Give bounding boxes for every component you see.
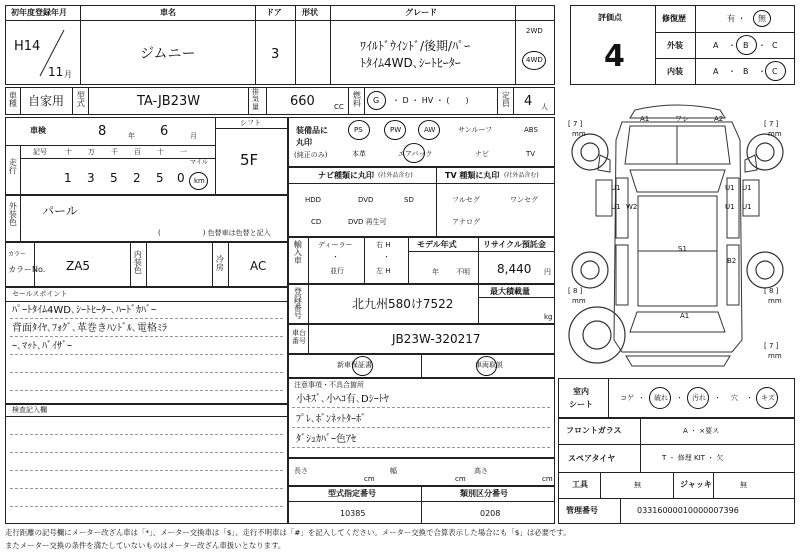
diag-a1-front: A1 (640, 115, 650, 123)
kg-unit: kg (544, 313, 553, 321)
spare-tire-diagram (562, 297, 632, 370)
navi-title-small: (社外品含む) (378, 172, 413, 179)
circle-repair-none (753, 10, 771, 27)
tools-value: 無 (634, 481, 641, 489)
seat-dot2: ・ (676, 394, 683, 402)
tire-rr-mm: mm (768, 297, 782, 305)
interior-label: 内装 (667, 67, 683, 76)
model-year-unit: 年 (432, 268, 439, 276)
dim-width-label: 幅 (390, 467, 397, 475)
ac-value: AC (250, 259, 267, 273)
capacity-value: 4 (524, 94, 533, 109)
diag-a1-rear: A1 (680, 312, 690, 320)
seat-yogore: 汚れ (692, 394, 706, 402)
import-parallel: 並行 (330, 267, 344, 275)
interior-color-label: 内装色 (133, 250, 143, 274)
mileage-digit-5: 0 (177, 171, 185, 185)
type-number-value: 10385 (340, 509, 366, 518)
tools-label: 工具 (572, 480, 588, 489)
jack-label: ジャッキ (680, 480, 712, 489)
circle-airbag (403, 143, 425, 163)
car-name-value: ジムニー (140, 46, 196, 62)
tv-title-small: (社外品含む) (504, 172, 539, 179)
tire-spare-label: [ 7 ] (764, 342, 779, 350)
circle-ext-b (736, 35, 757, 55)
diag-u1-fl: U1 (611, 184, 621, 192)
equip-navi: ナビ (475, 150, 489, 158)
colorno-label-1: カラー (8, 251, 27, 258)
import-dot2: ・ (383, 253, 390, 261)
selling-point-line-3: ｰ､ﾏｯﾄ､ﾊﾞｲｻﾞｰ (12, 341, 72, 352)
displacement-value: 660 (290, 94, 315, 109)
tire-fl-label: [ 7 ] (568, 120, 583, 128)
chassis-value: JB23W-320217 (392, 332, 481, 346)
shape-label: 形状 (302, 8, 318, 17)
tire-rl-label: [ 8 ] (568, 287, 583, 295)
usage-value: 自家用 (28, 94, 65, 108)
car-name-label: 車名 (160, 8, 176, 17)
repair-options: 有 ・ (727, 14, 746, 23)
interior-seat-label-2: シート (569, 400, 593, 409)
model-label: 型式 (76, 91, 86, 107)
km-unit: km (194, 177, 205, 185)
equip-tv: TV (526, 150, 536, 158)
dim-height-label: 高さ (474, 467, 488, 475)
equip-label-3: (純正のみ) (294, 151, 328, 159)
doc-new-warranty: 新車保証書 (337, 361, 372, 369)
selling-point-line-1: ﾊﾟｰﾄﾀｲﾑ4WD､ｼｰﾄﾋｰﾀｰ､ﾊｰﾄﾞｶﾊﾞｰ (12, 305, 156, 316)
tire-fl: 7 (572, 120, 578, 128)
front-glass-value: A ・ ×要ス (683, 427, 720, 435)
jack-value: 無 (740, 481, 747, 489)
colorno-label: カラーNo. (8, 265, 46, 274)
circle-yogore (687, 387, 709, 409)
mileage-digit-3: 2 (133, 171, 141, 185)
tv-oneseg: ワンセグ (510, 196, 538, 204)
int-grade-c: C (772, 67, 778, 76)
type-label: 車種 (8, 91, 18, 107)
grade-line1: ﾜｲﾙﾄﾞｳｲﾝﾄﾞ/後期/ﾊﾟｰ (360, 39, 471, 53)
diag-wa: ワレ (675, 115, 689, 123)
note-line-3: ﾀﾞｼｭｶﾊﾞｰ色ｱｾ (296, 434, 356, 445)
recycle-label: リサイクル預託金 (483, 240, 546, 249)
cap-label: 定員 (501, 91, 511, 107)
disp-label: 排気量 (252, 88, 259, 111)
navi-hdd: HDD (305, 196, 322, 204)
fuel-g: G (373, 96, 380, 105)
seat-dot1: ・ (638, 394, 645, 402)
mileage-digit-2: 5 (110, 171, 118, 185)
import-right: 右 H (376, 241, 391, 249)
int-grade-b: B (743, 67, 749, 76)
spare-tire-value: T ・ 修理 KIT ・ 欠 (662, 454, 724, 462)
fuel-label: 燃料 (352, 91, 362, 107)
chassis-label: 車台番号 (292, 329, 306, 345)
circle-new-warranty (352, 356, 373, 376)
doc-manual: 車両取説 (475, 361, 503, 369)
circle-fuel-g (367, 91, 386, 110)
ext-dot1: ・ (728, 41, 736, 50)
score-label: 評価点 (598, 13, 622, 22)
inspection-month-unit: 月 (190, 132, 197, 140)
month-unit: 月 (64, 70, 72, 79)
model-year-unknown: 不明 (456, 268, 470, 276)
equip-airbag: エアバック (398, 150, 433, 158)
digit-header-0: 記号 (33, 148, 47, 156)
circle-manual (476, 356, 497, 376)
repair-label: 修復歴 (662, 14, 686, 23)
fuel-rest: ・ D ・ HV ・ ( ) (392, 96, 469, 105)
score-value: 4 (604, 39, 625, 74)
ac-label: 冷房 (215, 255, 225, 271)
seat-koge: コゲ (620, 394, 634, 402)
note-line-2: ﾌﾟﾚ､ﾎﾞﾝﾈｯﾄﾀｰﾎﾞ (296, 414, 366, 425)
digit-header-6: 一 (180, 148, 187, 156)
color-value: パール (42, 204, 78, 218)
tv-analog: アナログ (452, 218, 480, 226)
color-note: ( ) 色替車は色替と記入 (158, 229, 271, 237)
recycle-value: 8,440 (497, 262, 532, 276)
equip-label-2: 丸印 (296, 138, 312, 147)
tire-fr-mm: mm (768, 130, 782, 138)
diag-b2: B2 (727, 257, 737, 265)
dim-length-label: 長さ (294, 467, 308, 475)
tire-fl-mm: mm (572, 130, 586, 138)
footer-line-2: またメーター交換の条件を満たしていないものはメーター改ざん車扱いとなります。 (5, 541, 286, 550)
note-line-1: 小ｷｽﾞ､小ﾍｺ有､Dｼｰﾄﾔ (296, 394, 389, 405)
seat-dot4: ・ (746, 394, 753, 402)
circle-aw (418, 120, 440, 140)
circle-4wd (522, 51, 546, 70)
seat-ana: 穴 (731, 394, 738, 402)
colorno-value: ZA5 (66, 259, 91, 273)
navi-dvd-play: DVD 再生可 (348, 218, 387, 226)
ext-grade-a: A (713, 41, 719, 50)
person-unit: 人 (541, 103, 548, 111)
tire-fr: 7 (768, 120, 774, 128)
management-label: 管理番号 (566, 506, 598, 515)
digit-header-5: 十 (157, 148, 164, 156)
seat-yabure: 破れ (654, 394, 668, 402)
diag-w2: W2 (626, 203, 638, 211)
class-number-label: 類別区分番号 (460, 489, 508, 498)
navi-sd: SD (404, 196, 414, 204)
circle-yabure (649, 387, 671, 409)
diag-a2: A2 (714, 115, 724, 123)
inspection-month: 6 (160, 124, 169, 139)
circle-int-c (765, 61, 786, 81)
model-year-label: モデル年式 (417, 240, 457, 249)
drive-4wd: 4WD (526, 56, 543, 64)
equip-aw: AW (424, 126, 436, 134)
model-value: TA-JB23W (137, 94, 201, 109)
repair-selected: 無 (758, 14, 766, 23)
import-left: 左 H (376, 267, 391, 275)
inspection-year-unit: 年 (128, 132, 135, 140)
circle-pw (384, 120, 406, 140)
max-load-label: 最大積載量 (490, 287, 530, 296)
inspection-label: 車検 (30, 126, 46, 135)
ext-dot2: ・ (758, 41, 766, 50)
diag-u1-fr1: U1 (725, 184, 735, 192)
notes-label: 注意事項・不具合箇所 (294, 381, 364, 389)
exterior-label: 外装 (667, 41, 683, 50)
digit-header-3: 千 (111, 148, 118, 156)
diag-s1: S1 (678, 245, 687, 253)
registration-value: 北九州580け7522 (352, 297, 454, 311)
seat-dot3: ・ (714, 394, 721, 402)
first-reg-era: H14 (14, 39, 41, 54)
inspection-year: 8 (98, 124, 107, 139)
equip-pw: PW (390, 126, 402, 134)
dimensions-box (288, 458, 555, 486)
class-number-value: 0208 (480, 509, 501, 518)
digit-header-4: 百 (134, 148, 141, 156)
interior-seat-label-1: 室内 (573, 387, 589, 396)
cc-unit: CC (334, 103, 344, 111)
navi-cd: CD (311, 218, 322, 226)
tv-fullseg: フルセグ (452, 196, 480, 204)
ext-grade-b: B (743, 41, 749, 50)
header-box (5, 5, 555, 85)
front-glass-label: フロントガラス (566, 426, 622, 435)
tire-spare-mm: mm (768, 352, 782, 360)
equip-sunroof: サンルーフ (458, 126, 493, 134)
footer-line-1: 走行距離の記号欄にメーター改ざん車は「*」、メーター交換車は「$」、走行不明車は「#」を記入してください。メーター交換で合算表示した場合にも「$」は必要です。 (5, 528, 571, 537)
first-reg-label: 初年度登録年月 (11, 8, 67, 17)
grade-line2: ﾄﾀｲﾑ4WD､ｼｰﾄﾋｰﾀｰ (360, 56, 461, 70)
dim-length-unit: cm (364, 475, 375, 483)
selling-point-line-2: 背面ﾀｲﾔ､ﾌｫｸﾞ､革巻きﾊﾝﾄﾞﾙ､電格ﾐﾗ (12, 323, 167, 334)
dim-width-unit: cm (455, 475, 466, 483)
equip-abs: ABS (524, 126, 538, 134)
digit-header-2: 万 (88, 148, 95, 156)
tire-rl-mm: mm (572, 297, 586, 305)
mileage-digit-4: 5 (156, 171, 164, 185)
mileage-label: 走行 (8, 158, 18, 174)
navi-dvd: DVD (358, 196, 374, 204)
tire-spare: 7 (768, 342, 774, 350)
digit-header-1: 十 (65, 148, 72, 156)
navi-title: ナビ種類に丸印 (318, 171, 374, 180)
import-dot1: ・ (332, 253, 339, 261)
shift-value: 5F (240, 151, 259, 169)
door-label: ドア (266, 8, 282, 17)
diag-u1-rr1: U1 (725, 203, 735, 211)
tire-rr: 8 (768, 287, 774, 295)
import-label: 輸入車 (293, 240, 303, 264)
drive-2wd: 2WD (526, 27, 543, 35)
mileage-digit-1: 3 (87, 171, 95, 185)
ext-grade-c: C (772, 41, 778, 50)
grade-label: グレード (405, 8, 437, 17)
shift-label: シフト (240, 119, 261, 127)
tire-rl: 8 (572, 287, 578, 295)
type-number-label: 型式指定番号 (328, 489, 376, 498)
circle-ps (348, 120, 370, 140)
equip-label-1: 装備品に (296, 126, 328, 135)
yen-unit: 円 (544, 268, 551, 276)
import-dealer: ディーラー (318, 241, 353, 249)
int-grade-a: A (713, 67, 719, 76)
int-dot2: ・ (758, 67, 766, 76)
management-value: 03316000010000007396 (637, 506, 739, 515)
seat-kizu: キズ (761, 394, 775, 402)
tv-title: TV 種類に丸印 (445, 171, 500, 180)
equip-leather: 本革 (352, 150, 366, 158)
dim-height-unit: cm (542, 475, 553, 483)
registration-label: 登録番号 (293, 287, 303, 319)
diag-u1-fr2: U1 (742, 184, 752, 192)
mileage-digit-0: 1 (64, 171, 72, 185)
tire-rr-label: [ 8 ] (764, 287, 779, 295)
circle-km (189, 172, 208, 190)
circle-kizu (756, 387, 778, 409)
doors-value: 3 (271, 47, 280, 62)
equip-ps: PS (354, 126, 363, 134)
color-label: 外装色 (8, 202, 18, 226)
first-reg-month: 11 (48, 65, 64, 79)
mile-unit: マイル (190, 159, 208, 166)
diag-u1-rl: U1 (611, 203, 621, 211)
inspection-notes-label: 検査記入欄 (12, 406, 47, 414)
selling-points-label: セールスポイント (12, 290, 68, 298)
spare-tire-label: スペアタイヤ (568, 454, 616, 463)
tire-fr-label: [ 7 ] (764, 120, 779, 128)
int-dot1: ・ (728, 67, 736, 76)
diag-u1-rr2: U1 (742, 203, 752, 211)
